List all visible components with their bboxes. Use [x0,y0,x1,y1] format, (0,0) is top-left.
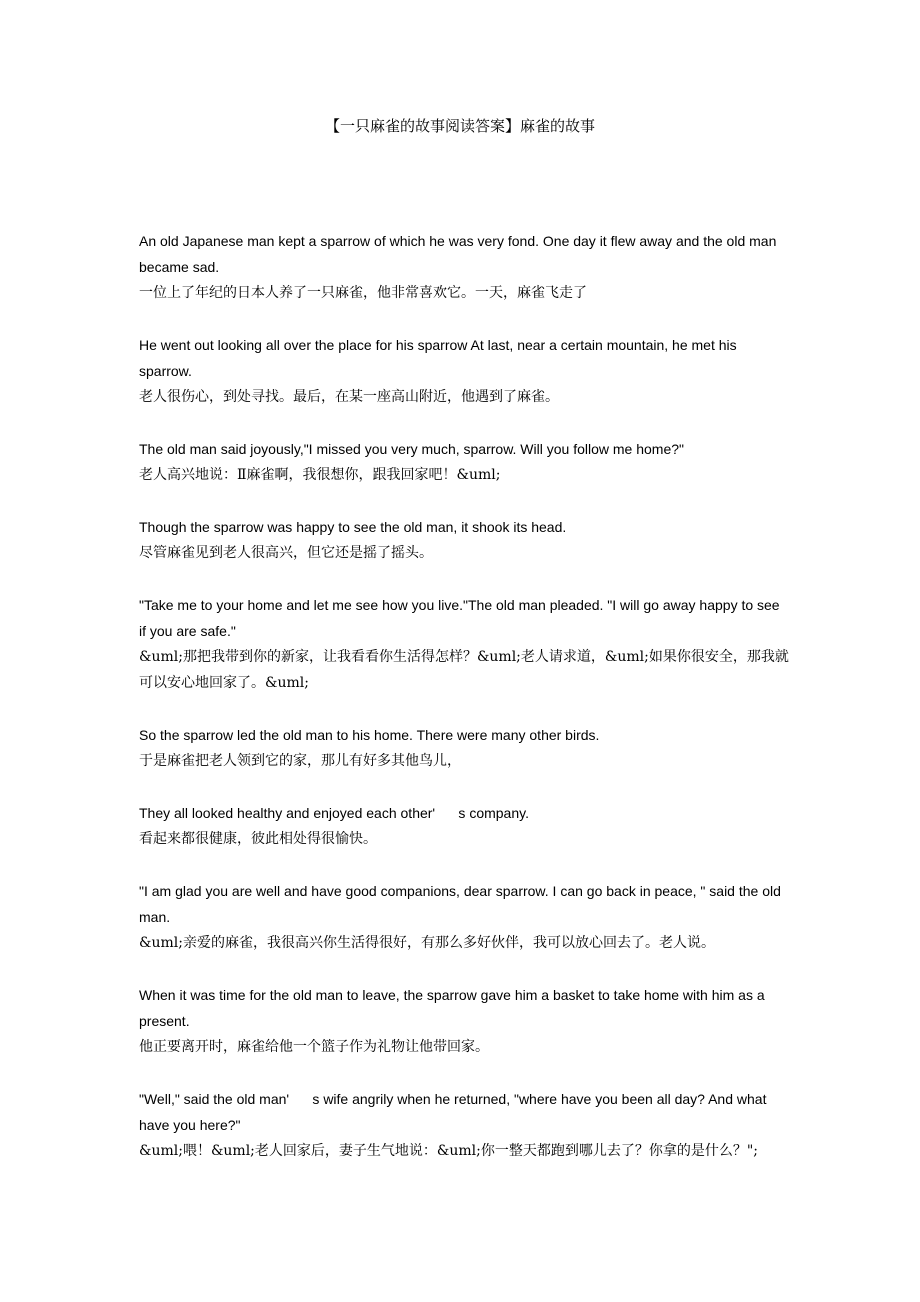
english-text: An old Japanese man kept a sparrow of which he was very fond. One day it flew away and the old man became sad. [139,233,777,275]
paragraph-1 [139,228,799,306]
english-text: He went out looking all over the place for his sparrow At last, near a certain mountain, he met his sparrow. [139,337,737,379]
english-text: When it was time for the old man to leave, the sparrow gave him a basket to take home with him as a present. [139,987,765,1029]
chinese-text: 尽管麻雀见到老人很高兴，但它还是摇了摇头。 [139,545,433,561]
paragraph-2 [139,332,799,410]
chinese-text: &uml;那把我带到你的新家，让我看看你生活得怎样？&uml;老人请求道，&uml;如果你很安全，那我就可以安心地回家了。&uml; [139,649,789,691]
chinese-text: 看起来都很健康，彼此相处得很愉快。 [139,831,377,847]
english-text: "Take me to your home and let me see how you live."The old man pleaded. "I will go away happy to see if you are safe." [139,597,780,639]
chinese-text: 老人高兴地说：Ⅱ麻雀啊，我很想你，跟我回家吧！&uml; [139,467,501,483]
chinese-text: 他正要离开时，麻雀给他一个篮子作为礼物让他带回家。 [139,1039,489,1055]
chinese-text: 一位上了年纪的日本人养了一只麻雀，他非常喜欢它。一天，麻雀飞走了 [139,285,587,301]
paragraph-4 [139,514,799,566]
document-body [139,228,799,1190]
paragraph-6 [139,722,799,774]
chinese-text: 老人很伤心，到处寻找。最后，在某一座高山附近，他遇到了麻雀。 [139,389,559,405]
english-text: Though the sparrow was happy to see the old man, it shook its head. [139,519,567,535]
paragraph-5 [139,592,799,696]
paragraph-7 [139,800,799,852]
english-text: The old man said joyously,"I missed you very much, sparrow. Will you follow me home?" [139,441,685,457]
paragraph-8 [139,878,799,956]
english-text: They all looked healthy and enjoyed each other' s company. [139,805,529,821]
paragraph-3 [139,436,799,488]
chinese-text: &uml;喂！&uml;老人回家后，妻子生气地说：&uml;你一整天都跑到哪儿去了？你拿的是什么？"; [139,1143,758,1159]
chinese-text: 于是麻雀把老人领到它的家，那儿有好多其他鸟儿， [139,753,461,769]
english-text: "I am glad you are well and have good companions, dear sparrow. I can go back in peace, " said the old man. [139,883,781,925]
paragraph-9 [139,982,799,1060]
english-text: "Well," said the old man' s wife angrily when he returned, "where have you been all day? And what have you here?" [139,1091,771,1133]
document-title: 【一只麻雀的故事阅读答案】麻雀的故事 [324,117,595,135]
paragraph-10 [139,1086,799,1164]
english-text: So the sparrow led the old man to his home. There were many other birds. [139,727,600,743]
chinese-text: &uml;亲爱的麻雀，我很高兴你生活得很好，有那么多好伙伴，我可以放心回去了。老人说。 [139,935,715,951]
